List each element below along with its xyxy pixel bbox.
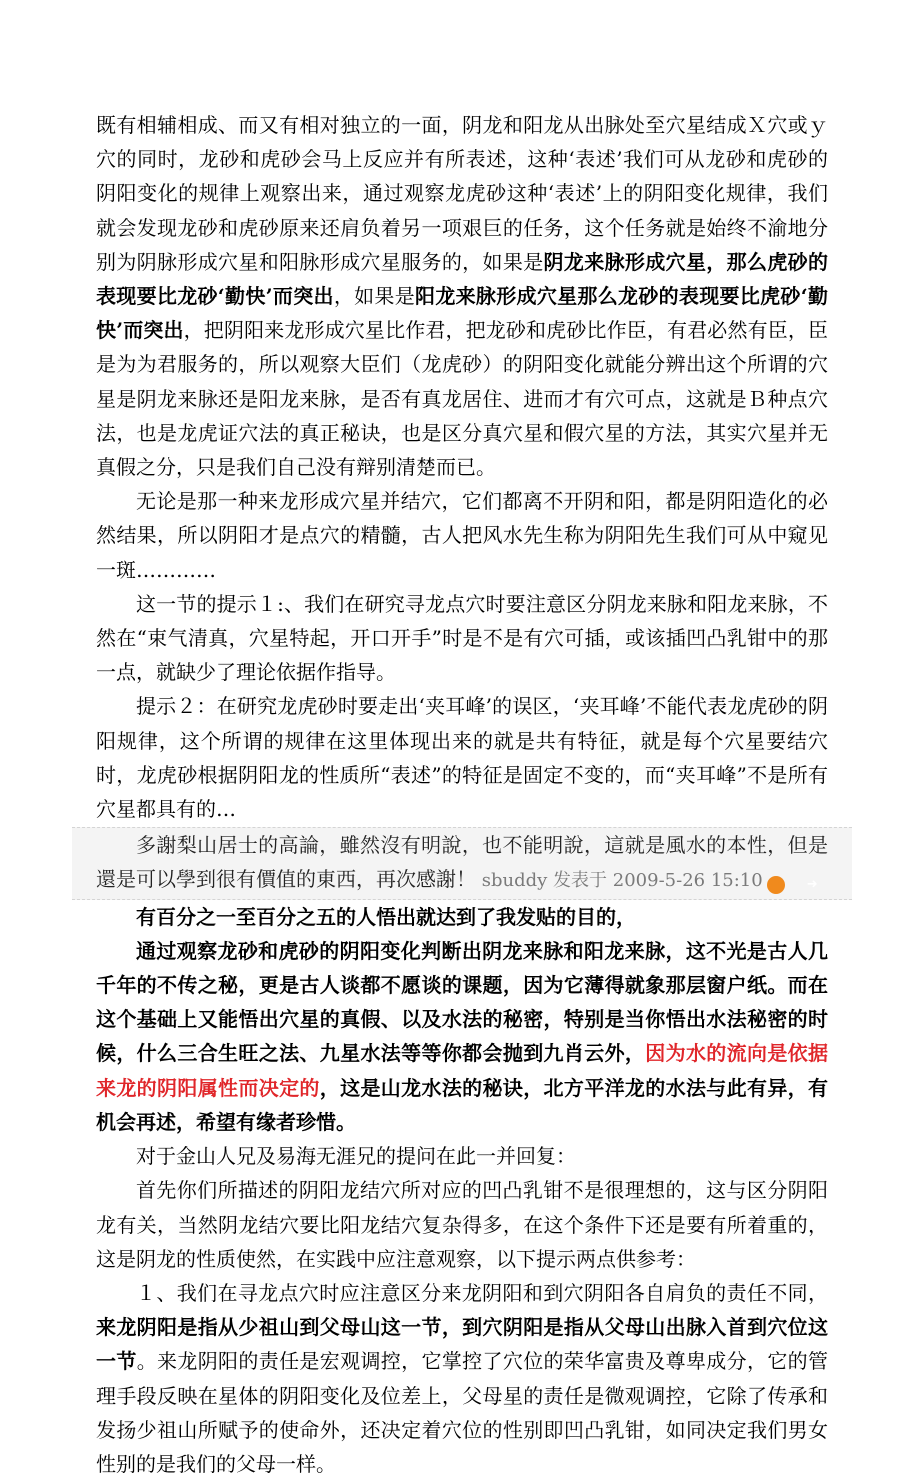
reply-quote [72, 827, 852, 899]
paragraph-text: ，如果是 [333, 284, 416, 309]
paragraph-tip-2: 提示２：在研究龙虎砂时要走出‘夹耳峰’的误区，‘夹耳峰’不能代表龙虎砂的阴阳规律，这个所谓的规律在这里体现出来的就是共有特征，就是每个穴星要结穴时，龙虎砂根据阴阳龙的性质所“表述”的特征是固定不变的，而“夹耳峰”不是所有穴星都具有的… [96, 694, 828, 822]
reply-paragraph-3: 对于金山人兄及易海无涯兄的提问在此一并回复： [136, 1144, 576, 1169]
paragraph-text: 。来龙阴阳的责任是宏观调控，它掌控了穴位的荣华富贵及尊卑成分，它的管理手段反映在星体的阴阳变化及位差上，父母星的责任是微观调控，它除了传承和发扬少祖山所赋予的使命外，还决定着穴位的性别即凹凸乳钳，如同决定我们男女性别的是我们的父母一样。 [96, 1349, 829, 1476]
document-body [96, 108, 828, 1481]
paragraph-tip-1: 这一节的提示１:、我们在研究寻龙点穴时要注意区分阴龙来脉和阳龙来脉，不然在“束气清真，穴星特起，开口开手”时是不是有穴可插，或该插凹凸乳钳中的那一点，就缺少了理论依据作指导。 [96, 591, 828, 685]
paragraph-text: １、我们在寻龙点穴时应注意区分来龙阴阳和到穴阴阳各自肩负的责任不同， [136, 1280, 828, 1305]
bold-emphasis: 来龙阴阳是指从少祖山到父母山这一节，到穴阴阳是指从父母山出脉入首到穴位这一节 [96, 1315, 828, 1374]
bold-emphasis: 阳龙来脉形成穴星那么龙砂的表现要比虎砂‘勤快’而突出 [96, 284, 828, 343]
reply-paragraph-4: 首先你们所描述的阴阳龙结穴所对应的凹凸乳钳不是很理想的，这与区分阴阳龙有关，当然阴龙结穴要比阳龙结穴复杂得多，在这个条件下还是要有所着重的，这是阴龙的性质使然，在实践中应注意观察，以下提示两点供参考： [96, 1178, 828, 1271]
paragraph-text: 既有相辅相成、而又有相对独立的一面，阴龙和阳龙从出脉处至穴星结成Ｘ穴或ｙ穴的同时，龙砂和虎砂会马上反应并有所表述，这种‘表述’我们可从龙砂和虎砂的阴阳变化的规律上观察出来，通过观察龙虎砂这种‘表述’上的阴阳变化规律，我们就会发现龙砂和虎砂原来还肩负着另一项艰巨的任务，这个任务就是始终不渝地分别为阴脉形成穴星和阳脉形成穴星服务的，如果是 [96, 113, 828, 274]
reply-paragraph-2 [96, 934, 828, 1139]
posted-label: 发表于 [553, 870, 608, 892]
paragraph-text: ，把阴阳来龙形成穴星比作君，把龙砂和虎砂比作臣，有君必然有臣，臣是为为君服务的，所以观察大臣们（龙虎砂）的阴阳变化就能分辨出这个所谓的穴星是阴龙来脉还是阳龙来脉，是否有真龙居住、进而才有穴可点，这就是Ｂ种点穴法，也是龙虎证穴法的真正秘诀，也是区分真穴星和假穴星的方法，其实穴星并无真假之分，只是我们自己没有辩别清楚而已。 [96, 318, 829, 480]
reply-paragraph-1 [96, 900, 828, 934]
red-emphasis: 因为水的流向是依据来龙的阴阳属性而决定的 [96, 1041, 829, 1100]
reply-arrow-icon[interactable]: ➜ [767, 876, 785, 894]
quote-meta [476, 870, 763, 891]
paragraph-1 [96, 108, 828, 484]
bold-emphasis: 阴龙来脉形成穴星，那么虎砂的表现要比龙砂‘勤快’而突出 [96, 249, 829, 309]
bold-emphasis: 有百分之一至百分之五的人悟出就达到了我发贴的目的， [136, 904, 636, 929]
quote-text: 多謝梨山居士的高論，雖然沒有明說，也不能明說，這就是風水的本性，但是還是可以學到很有價值的東西，再次感謝！ [96, 833, 828, 892]
bold-emphasis: ，这是山龙水法的秘诀，北方平洋龙的水法与此有异，有机会再述，希望有缘者珍惜。 [96, 1075, 829, 1134]
post-datetime: 2009-5-26 15:10 [612, 870, 763, 892]
paragraph-2: 无论是那一种来龙形成穴星并结穴，它们都离不开阴和阳，都是阴阳造化的必然结果，所以阴阳才是点穴的精髓，古人把风水先生称为阴阳先生我们可从中窥见一斑………… [96, 489, 828, 582]
quote-author[interactable]: sbuddy [481, 870, 548, 892]
reply-paragraph-5 [96, 1276, 828, 1481]
quote-paragraph [96, 828, 828, 898]
bold-emphasis: 通过观察龙砂和虎砂的阴阳变化判断出阴龙来脉和阳龙来脉，这不光是古人几千年的不传之秘，更是古人谈都不愿谈的课题，因为它薄得就象那层窗户纸。而在这个基础上又能悟出穴星的真假、以及水法的秘密，特别是当你悟出水法秘密的时候，什么三合生旺之法、九星水法等等你都会抛到九肖云外， [96, 938, 828, 1066]
